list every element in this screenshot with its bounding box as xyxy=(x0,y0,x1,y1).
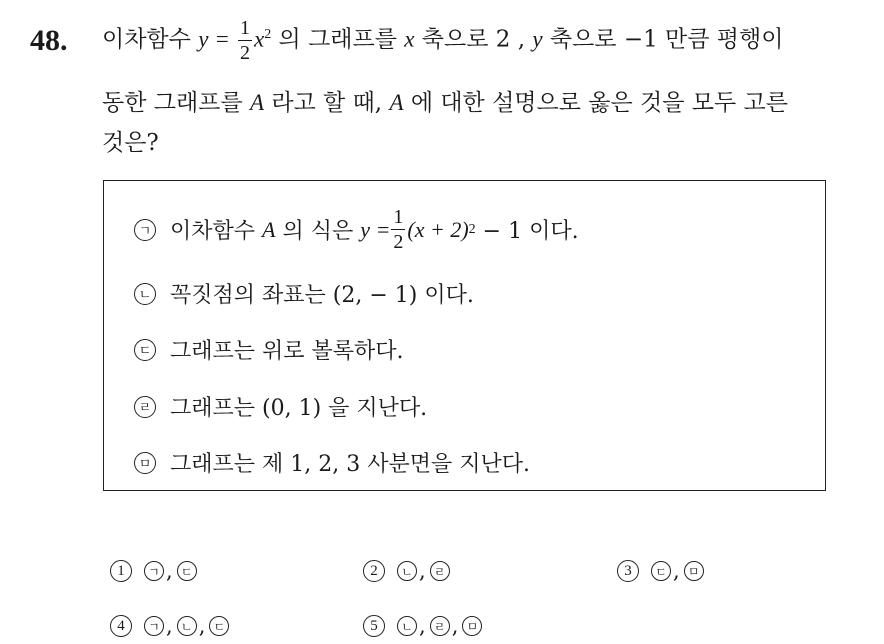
choice-3[interactable]: 3 ㄷ , ㅁ xyxy=(617,559,704,583)
choice-item: ㄷ xyxy=(209,616,229,636)
mark-nieun: ㄴ xyxy=(134,283,156,305)
mark-giyeok: ㄱ xyxy=(134,219,156,241)
q-mid3: 축으로 −1 만큼 평행이 xyxy=(549,26,784,53)
fraction-one-half xyxy=(238,18,252,63)
s1-mid: 의 식은 xyxy=(282,219,354,244)
s1-y: y xyxy=(360,216,370,242)
choice-number: 2 xyxy=(363,560,385,582)
question-line-1 xyxy=(102,18,783,63)
s1-tail: − 1 이다. xyxy=(482,219,579,244)
fraction-denominator: 2 xyxy=(240,42,251,64)
choice-number: 4 xyxy=(110,615,132,637)
statement-3 xyxy=(134,334,404,365)
s1-exp: 2 xyxy=(468,221,476,237)
mark-mieum: ㅁ xyxy=(134,452,156,474)
choice-number: 5 xyxy=(363,615,385,637)
s1-fraction xyxy=(391,207,405,252)
q-mid2: 축으로 2 , xyxy=(421,26,526,53)
var-A: A xyxy=(249,90,264,115)
question-line-3: 것은? xyxy=(102,130,159,156)
s5-text: 그래프는 제 1, 2, 3 사분면을 지난다. xyxy=(170,452,530,477)
question-line-2 xyxy=(102,84,788,117)
var-y: y xyxy=(198,26,209,52)
q2-pre: 동한 그래프를 xyxy=(102,90,243,116)
choice-item: ㄱ xyxy=(144,561,164,581)
choice-item: ㄱ xyxy=(144,616,164,636)
s1-paren: (x + 2) xyxy=(407,216,469,242)
s4-text: 그래프는 (0, 1) 을 지난다. xyxy=(170,396,428,421)
choice-item: ㄷ xyxy=(651,561,671,581)
equals-sign: = xyxy=(215,26,229,52)
choice-2[interactable]: 2 ㄴ , ㄹ xyxy=(363,559,450,583)
choice-item: ㄹ xyxy=(430,561,450,581)
x-axis-var: x xyxy=(404,26,415,52)
var-A-2: A xyxy=(389,90,404,115)
choice-number: 3 xyxy=(617,560,639,582)
s1-A: A xyxy=(262,216,276,242)
y-axis-var: y xyxy=(532,26,543,52)
choice-item: ㄹ xyxy=(430,616,450,636)
s1-frac-den: 2 xyxy=(393,231,404,253)
choice-item: ㄴ xyxy=(397,561,417,581)
choice-item: ㄴ xyxy=(177,616,197,636)
choice-item: ㅁ xyxy=(684,561,704,581)
mark-digeut: ㄷ xyxy=(134,339,156,361)
statement-2 xyxy=(134,278,474,309)
s3-text: 그래프는 위로 볼록하다. xyxy=(170,339,404,364)
mark-rieul: ㄹ xyxy=(134,396,156,418)
q2-mid: 라고 할 때, xyxy=(271,90,383,116)
choice-number: 1 xyxy=(110,560,132,582)
q2-post: 에 대한 설명으로 옳은 것을 모두 고른 xyxy=(410,90,788,116)
q-prefix: 이차함수 xyxy=(102,26,191,53)
s2-text: 꼭짓점의 좌표는 (2, − 1) 이다. xyxy=(170,283,474,308)
choice-1[interactable]: 1 ㄱ , ㄷ xyxy=(110,559,197,583)
choice-item: ㅁ xyxy=(462,616,482,636)
question-number: 48. xyxy=(30,24,68,57)
choice-item: ㄴ xyxy=(397,616,417,636)
s1-eq: = xyxy=(376,216,390,242)
fraction-numerator: 1 xyxy=(240,17,251,39)
q-mid1: 의 그래프를 xyxy=(278,26,397,53)
statement-box xyxy=(103,180,826,491)
s1-frac-num: 1 xyxy=(393,206,404,228)
statement-5 xyxy=(134,447,530,478)
choice-item: ㄷ xyxy=(177,561,197,581)
choice-5[interactable]: 5 ㄴ , ㄹ , ㅁ xyxy=(363,614,482,638)
statement-4 xyxy=(134,391,427,422)
choice-4[interactable]: 4 ㄱ , ㄴ , ㄷ xyxy=(110,614,229,638)
statement-1 xyxy=(134,207,579,252)
var-x: x xyxy=(254,26,265,52)
s1-pre: 이차함수 xyxy=(170,219,256,244)
exponent: 2 xyxy=(264,26,272,42)
